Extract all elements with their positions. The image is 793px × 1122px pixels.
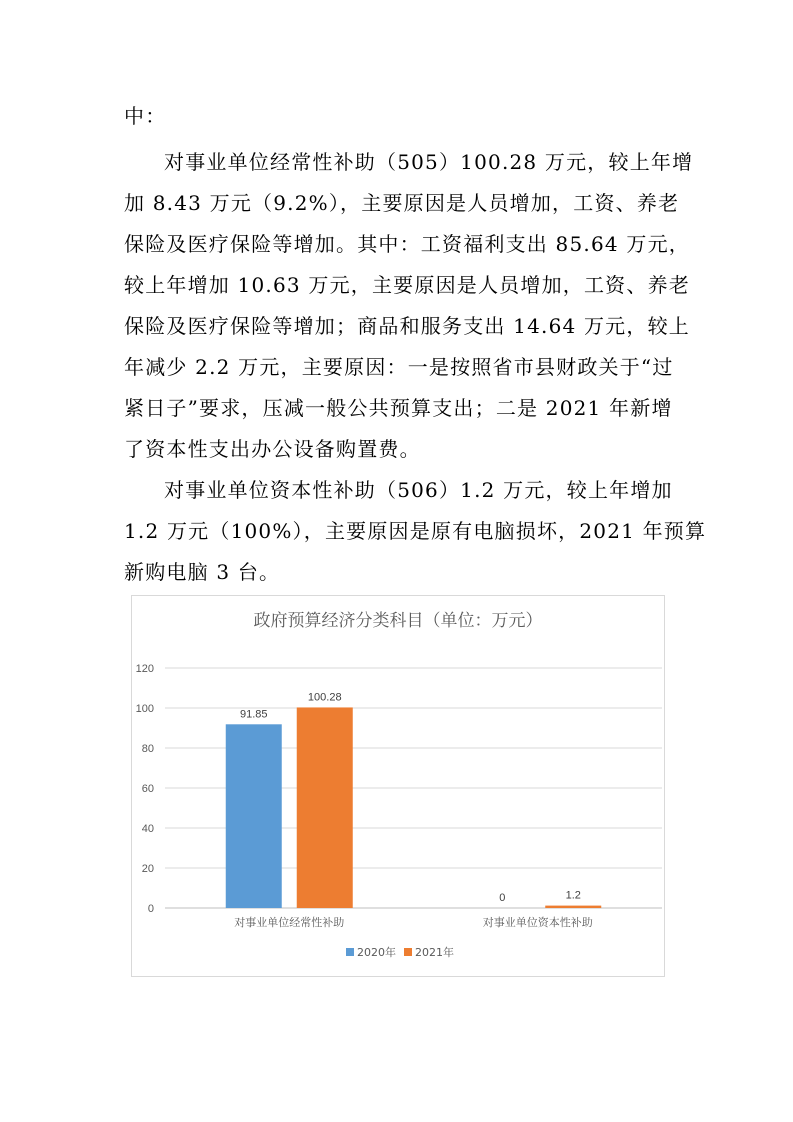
bar [297, 707, 353, 908]
x-category-label: 对事业单位资本性补助 [482, 916, 593, 929]
x-category-label: 对事业单位经常性补助 [234, 916, 345, 929]
text-line: 对事业单位经常性补助（505）100.28 万元，较上年增 [164, 150, 694, 174]
legend-label: 2020年 [357, 946, 396, 959]
data-label: 0 [499, 892, 506, 904]
data-label: 1.2 [565, 889, 581, 902]
text-line: 新购电脑 3 台。 [124, 560, 281, 584]
y-tick-label: 20 [141, 863, 154, 875]
text-line: 年减少 2.2 万元，主要原因：一是按照省市县财政关于“过 [124, 355, 674, 379]
chart-labels [136, 663, 593, 929]
text-line: 保险及医疗保险等增加；商品和服务支出 14.64 万元，较上 [124, 314, 690, 338]
chart-bars [226, 707, 602, 908]
chart-legend [346, 945, 454, 959]
legend-label: 2021年 [415, 946, 454, 959]
y-tick-label: 60 [141, 783, 154, 795]
text-line: 较上年增加 10.63 万元，主要原因是人员增加，工资、养老 [124, 273, 690, 297]
text-line: 加 8.43 万元（9.2%），主要原因是人员增加，工资、养老 [124, 191, 680, 215]
text-line: 对事业单位资本性补助（506）1.2 万元，较上年增加 [164, 478, 673, 502]
text-line: 1.2 万元（100%），主要原因是原有电脑损坏，2021 年预算 [124, 519, 707, 543]
y-tick-label: 120 [135, 663, 154, 675]
y-tick-label: 80 [141, 743, 154, 755]
bar [545, 906, 601, 908]
bar-chart [131, 595, 665, 977]
text-line: 保险及医疗保险等增加。其中：工资福利支出 85.64 万元， [124, 232, 690, 256]
legend-swatch [346, 948, 354, 956]
chart-svg [132, 596, 664, 976]
text-line: 中： [124, 104, 167, 128]
text-line: 紧日子”要求，压减一般公共预算支出；二是 2021 年新增 [124, 396, 673, 420]
legend-swatch [404, 948, 412, 956]
y-tick-label: 40 [141, 823, 154, 835]
y-tick-label: 100 [135, 703, 154, 715]
text-line: 了资本性支出办公设备购置费。 [124, 437, 421, 461]
data-label: 100.28 [307, 691, 342, 704]
chart-title: 政府预算经济分类科目（单位：万元） [253, 611, 543, 631]
y-tick-label: 0 [147, 903, 154, 915]
bar [226, 724, 282, 908]
data-label: 91.85 [239, 708, 268, 721]
